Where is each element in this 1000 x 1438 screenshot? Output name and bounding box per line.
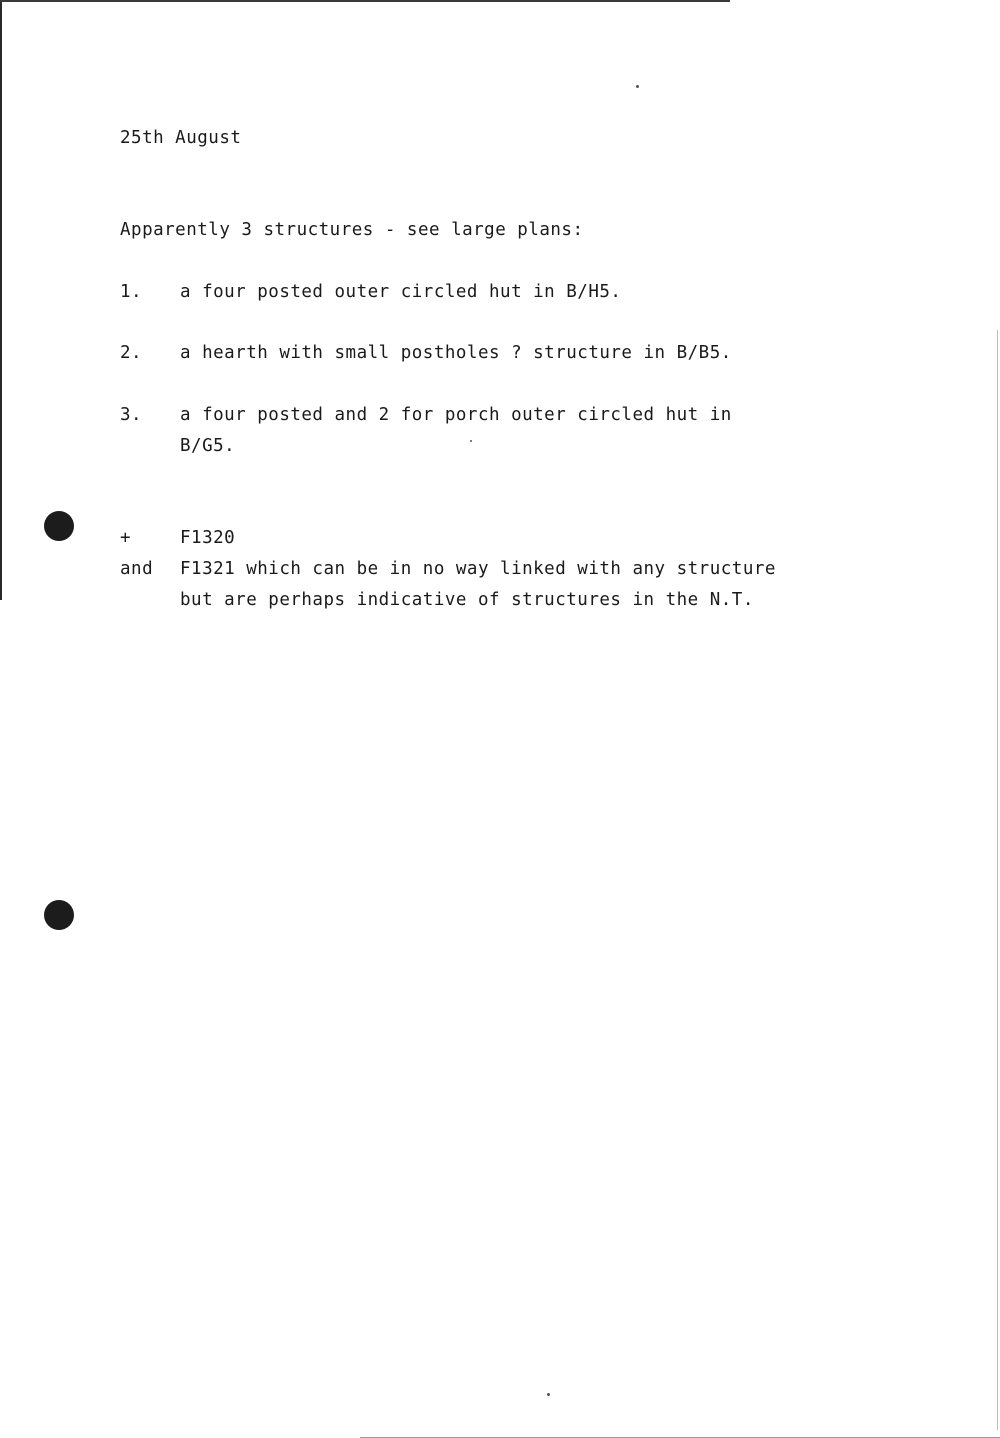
item-text: a four posted and 2 for porch outer circled hut in xyxy=(180,405,732,425)
scan-edge-right xyxy=(997,330,998,1430)
feature-prefix: and xyxy=(120,559,154,579)
scan-speck xyxy=(547,1393,550,1396)
scan-edge-top xyxy=(0,0,730,2)
item-text: a four posted outer circled hut in B/H5. xyxy=(180,282,622,302)
scan-speck xyxy=(636,85,639,88)
item-number: 1. xyxy=(120,282,143,302)
scan-edge-left xyxy=(0,0,2,600)
feature-prefix: + xyxy=(120,528,132,548)
item-number: 3. xyxy=(120,405,143,425)
document-date: 25th August xyxy=(120,128,242,148)
punch-hole-lower xyxy=(44,900,74,930)
punch-hole-upper xyxy=(44,511,74,541)
feature-text: F1321 which can be in no way linked with any structure xyxy=(180,559,776,579)
feature-text: F1320 xyxy=(180,528,236,548)
intro-text: Apparently 3 structures - see large plans: xyxy=(120,220,584,240)
item-number: 2. xyxy=(120,343,143,363)
item-text: a hearth with small postholes ? structure in B/B5. xyxy=(180,343,732,363)
feature-text-continued: but are perhaps indicative of structures in the N.T. xyxy=(180,590,754,610)
item-text-continued: B/G5. xyxy=(180,436,236,456)
scan-speck xyxy=(470,440,472,442)
